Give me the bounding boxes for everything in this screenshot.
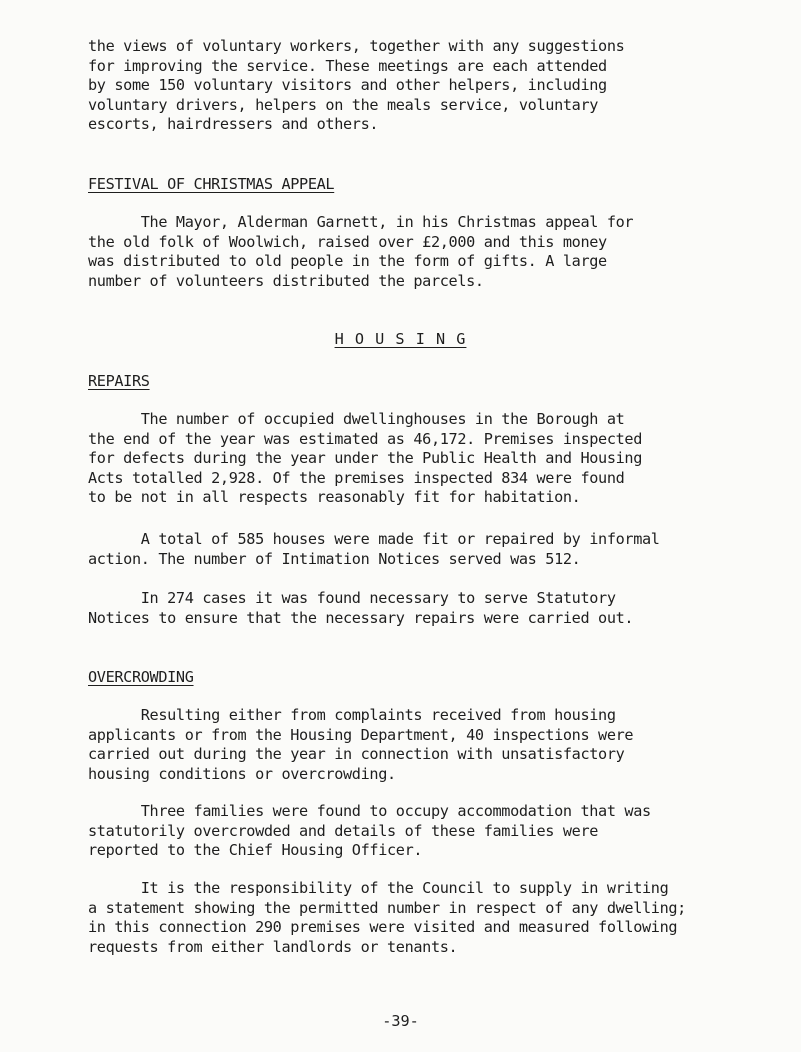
paragraph-inspections: Resulting either from complaints received from housing applicants or from the Housing Department, 40 inspections were carried out during the year in connection with unsatisfactory housing conditions or overcrowding.: [88, 706, 634, 783]
paragraph-overcrowded-families: Three families were found to occupy accommodation that was statutorily overcrowded and details of these families were reported to the Chief Housing Officer.: [88, 802, 651, 860]
paragraph-permitted-number: It is the responsibility of the Council to supply in writing a statement showing the permitted number in respect of any dwelling; in this connection 290 premises were visited and measured following requests from either landlords or tenants.: [88, 879, 686, 956]
heading-festival-of-christmas-appeal: FESTIVAL OF CHRISTMAS APPEAL: [88, 175, 335, 193]
paragraph-christmas-appeal: The Mayor, Alderman Garnett, in his Christmas appeal for the old folk of Woolwich, raised over £2,000 and this money was distributed to old people in the form of gifts. A large number of volunteers distributed the parcels.: [88, 213, 634, 290]
paragraph-informal-action: A total of 585 houses were made fit or repaired by informal action. The number of Intimation Notices served was 512.: [88, 530, 660, 568]
page-number: -39-: [382, 1012, 419, 1030]
heading-overcrowding: OVERCROWDING: [88, 668, 194, 686]
heading-repairs: REPAIRS: [88, 372, 150, 390]
paragraph-statutory-notices: In 274 cases it was found necessary to serve Statutory Notices to ensure that the necessary repairs were carried out.: [88, 589, 634, 627]
paragraph-dwellinghouses: The number of occupied dwellinghouses in the Borough at the end of the year was estimated as 46,172. Premises inspected for defects during the year under the Public Health and Housing Acts totalled 2,928. Of the premises inspected 834 were found to be not in all respects reasonably fit for habitation.: [88, 410, 643, 507]
heading-housing: H O U S I N G: [334, 330, 467, 348]
paragraph-voluntary-workers: the views of voluntary workers, together with any suggestions for improving the service. These meetings are each attended by some 150 voluntary visitors and other helpers, including voluntary drivers, helpers on the meals service, voluntary escorts, hairdressers and others.: [88, 37, 625, 134]
